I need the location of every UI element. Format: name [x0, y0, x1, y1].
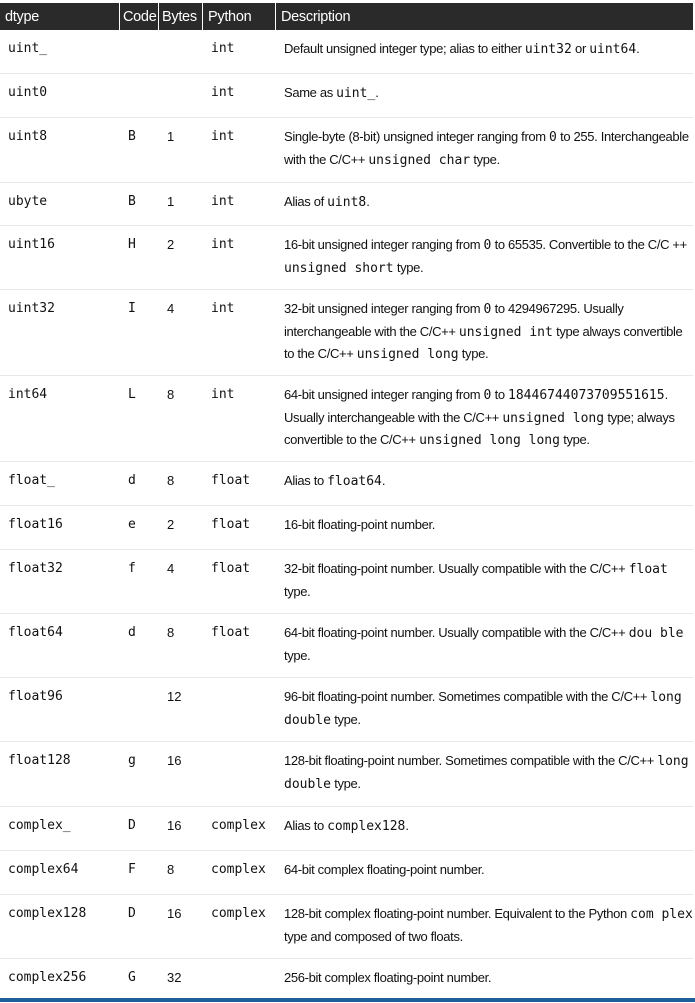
cell-code: D: [120, 895, 159, 959]
inline-code: unsigned int: [458, 324, 553, 340]
description-text: 256-bit complex floating-point number.: [284, 970, 492, 985]
cell-bytes: 1: [159, 183, 203, 226]
inline-code: unsigned long: [356, 347, 459, 362]
cell-bytes: 8: [159, 376, 203, 462]
cell-python: int: [203, 118, 276, 183]
cell-bytes: 16: [159, 807, 203, 851]
cell-code: I: [120, 290, 159, 376]
inline-code: uint_: [336, 86, 376, 101]
description-text: type.: [458, 346, 489, 361]
cell-dtype: float64: [0, 614, 120, 678]
cell-python: complex: [203, 807, 276, 851]
description-text: type.: [284, 647, 311, 663]
description-text: 64-bit floating-point number. Usually compatible with the C/C++: [284, 625, 629, 640]
inline-code: unsigned char: [368, 152, 471, 168]
cell-bytes: 8: [159, 614, 203, 678]
cell-bytes: 2: [159, 506, 203, 550]
description-text: type; always convertible to the C/C++: [284, 409, 675, 447]
description-text: 16-bit unsigned integer ranging from: [284, 237, 484, 252]
description-text: to 255. Interchangeable with the C/C++: [284, 129, 689, 167]
cell-python: int: [203, 183, 276, 226]
cell-dtype: int64: [0, 376, 120, 462]
table-row: [0, 506, 693, 550]
header-python: Python: [203, 3, 276, 30]
cell-dtype: float16: [0, 506, 120, 550]
cell-description: [276, 462, 693, 506]
cell-bytes: 4: [159, 290, 203, 376]
description-text: type.: [330, 775, 361, 791]
cell-bytes: 2: [159, 226, 203, 290]
cell-description: [276, 118, 693, 183]
cell-python: float: [203, 614, 276, 678]
cell-description: [276, 678, 693, 742]
cell-python: complex: [203, 895, 276, 959]
cell-description: [276, 614, 693, 678]
description-text: type and composed of two floats.: [284, 928, 463, 944]
cell-python: int: [203, 290, 276, 376]
cell-python: [203, 742, 276, 807]
description-text: type.: [284, 583, 311, 599]
cell-dtype: complex256: [8, 970, 87, 985]
description-text: 64-bit unsigned integer ranging from: [284, 387, 484, 402]
cell-description: [276, 290, 693, 376]
cell-description: [276, 742, 693, 807]
cell-code: d: [120, 614, 159, 678]
cell-bytes: 12: [159, 678, 203, 742]
cell-code: [120, 74, 159, 118]
table-row: [0, 74, 693, 118]
description-text: Alias to: [284, 473, 328, 488]
dtype-table: [0, 3, 693, 1003]
header-dtype: dtype: [0, 3, 120, 30]
inline-code: 18446744073709551615: [508, 388, 665, 403]
table-row: [0, 959, 693, 1003]
cell-python: complex: [203, 851, 276, 895]
description-text: type.: [393, 259, 424, 275]
description-text: type.: [559, 432, 590, 447]
cell-code: G: [128, 970, 136, 985]
description-text: .: [375, 85, 379, 100]
description-text: Single-byte (8-bit) unsigned integer ranging from: [284, 129, 550, 144]
inline-code: dou ble: [628, 626, 684, 641]
table-row: [0, 807, 693, 851]
cell-description: [276, 506, 693, 550]
inline-code: long double: [284, 754, 689, 792]
cell-description: [276, 851, 693, 895]
cell-code: g: [120, 742, 159, 807]
cell-python: float: [203, 462, 276, 506]
description-text: 32-bit unsigned integer ranging from: [284, 301, 484, 316]
cell-bytes: 8: [159, 851, 203, 895]
description-text: 96-bit floating-point number. Sometimes compatible with the C/C++: [284, 689, 651, 704]
cell-description: [276, 30, 693, 74]
description-text: Same as: [284, 85, 337, 100]
cell-code: [120, 30, 159, 74]
cell-description: [276, 226, 693, 290]
description-text: 128-bit floating-point number. Sometimes compatible with the C/C++: [284, 753, 658, 768]
cell-python: int: [203, 30, 276, 74]
table-row: [0, 118, 693, 183]
cell-description: [276, 74, 693, 118]
cell-dtype: float128: [0, 742, 120, 807]
cell-bytes: 8: [159, 462, 203, 506]
description-text: 32-bit floating-point number. Usually compatible with the C/C++: [284, 561, 629, 576]
cell-code: D: [120, 807, 159, 851]
cell-description: [276, 183, 693, 226]
inline-code: 0: [549, 130, 557, 145]
inline-code: uint32: [524, 42, 572, 57]
cell-dtype: uint0: [0, 74, 120, 118]
table-row: [0, 376, 693, 462]
cell-description: [276, 807, 693, 851]
table-row: [0, 462, 693, 506]
cell-python: float: [203, 506, 276, 550]
inline-code: complex128: [327, 819, 406, 834]
header-code: Code: [120, 3, 159, 30]
inline-code: unsigned short: [284, 260, 394, 276]
description-text: to: [491, 387, 509, 402]
description-text: type always convertible to the C/C++: [284, 323, 683, 361]
cell-description: [276, 376, 693, 462]
cell-dtype: complex128: [0, 895, 120, 959]
table-row: [0, 30, 693, 74]
table-row: [0, 550, 693, 614]
cell-dtype: uint_: [0, 30, 120, 74]
description-text: .: [405, 818, 409, 833]
header-bytes: Bytes: [159, 3, 203, 30]
cell-dtype: complex_: [0, 807, 120, 851]
cell-bytes: [159, 74, 203, 118]
cell-bytes: 1: [159, 118, 203, 183]
inline-code: uint64: [589, 42, 637, 57]
inline-code: unsigned long: [502, 410, 605, 426]
header-description: Description: [276, 3, 693, 30]
cell-code: [120, 678, 159, 742]
cell-dtype: uint8: [0, 118, 120, 183]
cell-dtype: ubyte: [0, 183, 120, 226]
cell-dtype: uint16: [0, 226, 120, 290]
inline-code: 0: [483, 238, 492, 253]
table-row: [0, 678, 693, 742]
inline-code: com plex: [630, 907, 693, 922]
cell-description: [276, 959, 693, 1003]
cell-code: H: [120, 226, 159, 290]
table-row: [0, 226, 693, 290]
table-row: [0, 895, 693, 959]
cell-description: [276, 895, 693, 959]
cell-python: [203, 959, 276, 1003]
description-text: 128-bit complex floating-point number. Equivalent to the Python: [284, 906, 631, 921]
cell-bytes: 16: [159, 895, 203, 959]
inline-code: float64: [327, 474, 382, 489]
cell-dtype: uint32: [0, 290, 120, 376]
table-body: [0, 30, 693, 1003]
cell-python: [203, 678, 276, 742]
table-row: [0, 851, 693, 895]
description-text: .: [381, 473, 386, 488]
inline-code: float: [628, 562, 668, 577]
cell-bytes: [159, 30, 203, 74]
cell-python: float: [203, 550, 276, 614]
description-text: or: [571, 41, 590, 56]
description-text: . Usually interchangeable with the C/C++: [284, 387, 668, 425]
description-text: .: [366, 194, 370, 209]
cell-code: F: [120, 851, 159, 895]
cell-code: B: [120, 118, 159, 183]
table-row: [0, 290, 693, 376]
inline-code: long double: [284, 690, 682, 728]
inline-code: uint8: [327, 195, 367, 210]
cell-python: int: [203, 226, 276, 290]
description-text: Alias of: [284, 194, 328, 209]
inline-code: 0: [483, 388, 492, 403]
cell-code: e: [120, 506, 159, 550]
bottom-bar: [0, 998, 695, 1002]
cell-bytes: 32: [167, 970, 182, 985]
description-text: Alias to: [284, 818, 328, 833]
table-row: [0, 614, 693, 678]
table-row: [0, 742, 693, 807]
cell-bytes: 16: [159, 742, 203, 807]
cell-dtype: float32: [0, 550, 120, 614]
cell-dtype: float96: [0, 678, 120, 742]
cell-code: L: [120, 376, 159, 462]
cell-python: int: [203, 74, 276, 118]
description-text: to 4294967295. Usually interchangeable with the C/C++: [284, 301, 624, 339]
description-text: to 65535. Convertible to the C/C ++: [491, 237, 687, 252]
cell-code: B: [120, 183, 159, 226]
inline-code: 0: [483, 302, 492, 317]
description-text: 16-bit floating-point number.: [284, 517, 436, 532]
table-row: [0, 183, 693, 226]
cell-description: [276, 550, 693, 614]
cell-bytes: 4: [159, 550, 203, 614]
inline-code: unsigned long long: [419, 433, 560, 448]
header-row: [0, 3, 693, 30]
description-text: 64-bit complex floating-point number.: [284, 862, 485, 877]
cell-dtype: complex64: [0, 851, 120, 895]
description-text: type.: [470, 151, 500, 167]
cell-code: f: [120, 550, 159, 614]
cell-code: d: [120, 462, 159, 506]
description-text: type.: [330, 711, 361, 727]
cell-dtype: float_: [0, 462, 120, 506]
description-text: Default unsigned integer type; alias to either: [284, 41, 525, 56]
cell-python: int: [203, 376, 276, 462]
description-text: .: [636, 41, 640, 56]
